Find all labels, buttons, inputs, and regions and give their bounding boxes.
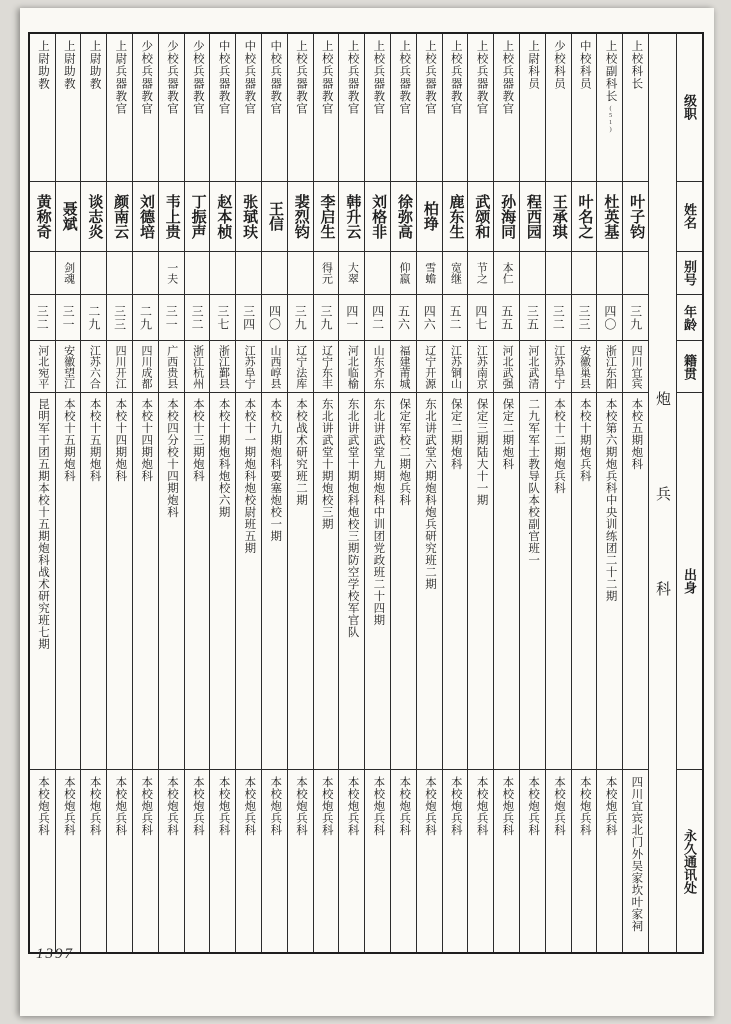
age-cell: 四〇 [597, 295, 622, 341]
age-cell: 三二 [185, 295, 210, 341]
contact-cell: 本校炮兵科 [62, 776, 75, 837]
age-cell: 三九 [623, 295, 648, 341]
alias-cell: 得元 [314, 252, 339, 296]
alias-cell [210, 252, 235, 296]
alias-cell [546, 252, 571, 296]
person-column [519, 34, 545, 952]
name-cell: 谈志炎 [81, 182, 106, 252]
rank-cell: 上校科长 [623, 34, 648, 182]
background-cell: 本校十一期炮科炮校尉班五期 [236, 393, 261, 770]
contact-cell: 本校炮兵科 [527, 776, 540, 837]
age-cell: 二九 [133, 295, 158, 341]
person-column [338, 34, 364, 952]
background-cell: 本校十二期炮兵科 [546, 393, 571, 770]
rank-cell: 上尉科员 [520, 34, 545, 182]
person-column [390, 34, 416, 952]
background-cell: 本校十五期炮科 [56, 393, 81, 770]
person-column [416, 34, 442, 952]
contact-cell: 本校炮兵科 [449, 776, 462, 837]
origin-cell: 河北临榆 [339, 341, 364, 393]
background-cell: 本校十三期炮科 [185, 393, 210, 770]
age-cell: 五六 [391, 295, 416, 341]
header-column [676, 34, 702, 952]
person-column [622, 34, 648, 952]
age-cell: 三一 [56, 295, 81, 341]
background-cell: 东北讲武堂十期炮科炮校三期防空学校军官队 [339, 393, 364, 770]
alias-cell [81, 252, 106, 296]
person-column [235, 34, 261, 952]
alias-cell [107, 252, 132, 296]
alias-cell: 雪蟾 [417, 252, 442, 296]
name-cell: 孙海同 [494, 182, 519, 252]
alias-cell: 剑魂 [56, 252, 81, 296]
origin-cell: 辽宁东丰 [314, 341, 339, 393]
rank-footnote: (51) [607, 104, 615, 133]
alias-cell [572, 252, 597, 296]
header-alias: 别号 [677, 252, 702, 296]
header-contact: 永久通讯处 [682, 828, 697, 894]
age-cell: 二九 [81, 295, 106, 341]
person-column [313, 34, 339, 952]
origin-cell: 安徽望江 [56, 341, 81, 393]
name-cell: 赵本桢 [210, 182, 235, 252]
person-column [596, 34, 622, 952]
rank-cell: 少校兵器教官 [159, 34, 184, 182]
name-cell: 王承琪 [546, 182, 571, 252]
origin-cell: 山西崞县 [262, 341, 287, 393]
rank-cell: 中校科员 [572, 34, 597, 182]
rank-cell: 上校兵器教官 [288, 34, 313, 182]
alias-cell [365, 252, 390, 296]
header-background: 出身 [677, 393, 702, 770]
rank-cell: 上校兵器教官 [443, 34, 468, 182]
age-cell: 三九 [314, 295, 339, 341]
rank-cell: 中校兵器教官 [262, 34, 287, 182]
contact-cell: 四川宜宾北门外吴家坎叶家祠 [630, 776, 643, 933]
contact-cell: 本校炮兵科 [37, 776, 50, 837]
alias-cell [236, 252, 261, 296]
background-cell: 东北讲武堂九期炮科中训团党政班二十四期 [365, 393, 390, 770]
page-number: 1397 [36, 946, 74, 962]
age-cell: 三九 [288, 295, 313, 341]
alias-cell: 大翠 [339, 252, 364, 296]
age-cell: 四一 [339, 295, 364, 341]
contact-cell: 本校炮兵科 [320, 776, 333, 837]
name-cell: 聂斌 [56, 182, 81, 252]
name-cell: 韩升云 [339, 182, 364, 252]
rank-cell: 少校科员 [546, 34, 571, 182]
person-column [106, 34, 132, 952]
age-cell: 三一 [159, 295, 184, 341]
age-cell: 五五 [494, 295, 519, 341]
rank-cell: 上校兵器教官 [391, 34, 416, 182]
origin-cell: 江苏六合 [81, 341, 106, 393]
background-cell: 二九军军士教导队本校副官班一 [520, 393, 545, 770]
rank-cell: 上尉兵器教官 [107, 34, 132, 182]
alias-cell [520, 252, 545, 296]
name-cell: 杜英基 [597, 182, 622, 252]
name-cell: 黄称奇 [30, 182, 55, 252]
contact-cell: 本校炮兵科 [243, 776, 256, 837]
contact-cell: 本校炮兵科 [295, 776, 307, 837]
rank-cell: 上校副科长 (51) [597, 34, 622, 182]
background-cell: 昆明军干团五期本校十五期炮科战术研究班七期 [30, 393, 55, 770]
name-cell: 武颂和 [468, 182, 493, 252]
background-cell: 本校四分校十四期炮科 [159, 393, 184, 770]
background-cell: 保定军校二期炮兵科 [391, 393, 416, 770]
alias-cell [262, 252, 287, 296]
age-cell: 三二 [30, 295, 55, 341]
name-cell: 刘德培 [133, 182, 158, 252]
person-column [493, 34, 519, 952]
origin-cell: 辽宁法库 [288, 341, 313, 393]
origin-cell: 广西贵县 [159, 341, 184, 393]
person-column [364, 34, 390, 952]
name-cell: 李启生 [314, 182, 339, 252]
person-column [80, 34, 106, 952]
header-age: 年龄 [677, 295, 702, 341]
person-column [55, 34, 81, 952]
alias-cell: 一夫 [159, 252, 184, 296]
name-cell: 叶名之 [572, 182, 597, 252]
background-cell: 保定二期炮科 [443, 393, 468, 770]
background-cell: 本校十四期炮科 [133, 393, 158, 770]
origin-cell: 浙江鄞县 [210, 341, 235, 393]
header-origin: 籍贯 [677, 341, 702, 393]
header-rank: 级职 [677, 34, 702, 182]
origin-cell: 浙江杭州 [185, 341, 210, 393]
contact-cell: 本校炮兵科 [269, 776, 282, 837]
name-cell: 王信 [262, 182, 287, 252]
name-cell: 程西园 [520, 182, 545, 252]
background-cell: 本校第六期炮兵科中央训练团二十二期 [597, 393, 622, 770]
origin-cell: 河北武清 [520, 341, 545, 393]
person-column [158, 34, 184, 952]
rank-cell: 少校兵器教官 [133, 34, 158, 182]
background-cell: 东北讲武堂十期炮校三期 [314, 393, 339, 770]
name-cell: 韦上贵 [159, 182, 184, 252]
age-cell: 三五 [520, 295, 545, 341]
rank-cell: 上尉助教 [81, 34, 106, 182]
contact-cell: 本校炮兵科 [346, 776, 359, 837]
section-char: 科 [654, 580, 670, 596]
origin-cell: 四川宜宾 [623, 341, 648, 393]
rank-cell: 上校兵器教官 [339, 34, 364, 182]
scanned-page [20, 8, 714, 1016]
contact-cell: 本校炮兵科 [166, 776, 179, 837]
background-cell: 保定二期炮科 [494, 393, 519, 770]
rank-cell: 上尉助教 [56, 34, 81, 182]
rank-cell: 中校兵器教官 [236, 34, 261, 182]
background-cell: 本校十五期炮科 [81, 393, 106, 770]
origin-cell: 河北武强 [494, 341, 519, 393]
contact-cell: 本校炮兵科 [217, 776, 230, 837]
age-cell: 三三 [572, 295, 597, 341]
rank-cell: 中校兵器教官 [210, 34, 235, 182]
person-column [261, 34, 287, 952]
rank-cell: 上校兵器教官 [314, 34, 339, 182]
contact-cell: 本校炮兵科 [501, 776, 514, 837]
origin-cell: 福建莆城 [391, 341, 416, 393]
origin-cell: 四川成都 [133, 341, 158, 393]
background-cell: 本校九期炮科要塞炮校一期 [262, 393, 287, 770]
name-cell: 徐弥高 [391, 182, 416, 252]
person-column [184, 34, 210, 952]
contact-cell: 本校炮兵科 [604, 776, 617, 837]
alias-cell [597, 252, 622, 296]
alias-cell [288, 252, 313, 296]
origin-cell: 江苏阜宁 [546, 341, 571, 393]
contact-cell: 本校炮兵科 [475, 776, 488, 837]
alias-cell [30, 252, 55, 296]
background-cell: 东北讲武堂六期炮科炮兵研究班二期 [417, 393, 442, 770]
rank-cell: 上尉助教 [30, 34, 55, 182]
origin-cell: 浙江东阳 [597, 341, 622, 393]
age-cell: 四二 [365, 295, 390, 341]
background-cell: 本校十期炮科炮校六期 [210, 393, 235, 770]
person-column [571, 34, 597, 952]
name-cell: 裴烈钧 [288, 182, 313, 252]
rank-cell: 上校兵器教官 [494, 34, 519, 182]
origin-cell: 江苏铜山 [443, 341, 468, 393]
origin-cell: 山东齐东 [365, 341, 390, 393]
contact-cell: 本校炮兵科 [372, 776, 385, 837]
rank-cell: 上校兵器教官 [365, 34, 390, 182]
origin-cell: 江苏南京 [468, 341, 493, 393]
name-cell: 丁振声 [185, 182, 210, 252]
alias-cell: 仰嬴 [391, 252, 416, 296]
section-char: 兵 [654, 485, 670, 501]
contact-cell: 本校炮兵科 [423, 776, 436, 837]
alias-cell [185, 252, 210, 296]
origin-cell: 河北宛平 [30, 341, 55, 393]
rank-cell: 上校兵器教官 [417, 34, 442, 182]
section-char: 炮 [654, 390, 670, 406]
alias-cell: 本仁 [494, 252, 519, 296]
age-cell: 三三 [107, 295, 132, 341]
origin-cell: 四川开江 [107, 341, 132, 393]
age-cell: 三七 [210, 295, 235, 341]
contact-cell: 本校炮兵科 [191, 776, 204, 837]
person-column [442, 34, 468, 952]
age-cell: 五二 [443, 295, 468, 341]
alias-cell [623, 252, 648, 296]
section-column-artillery [648, 34, 676, 952]
person-column [30, 34, 55, 952]
origin-cell: 安徽巢县 [572, 341, 597, 393]
origin-cell: 辽宁开源 [417, 341, 442, 393]
alias-cell: 节之 [468, 252, 493, 296]
background-cell: 本校战术研究班二期 [288, 393, 313, 770]
background-cell: 本校五期炮科 [623, 393, 648, 770]
contact-cell: 本校炮兵科 [398, 776, 411, 837]
alias-cell: 宽继 [443, 252, 468, 296]
age-cell: 三二 [546, 295, 571, 341]
person-column [132, 34, 158, 952]
person-column [545, 34, 571, 952]
person-column [287, 34, 313, 952]
person-column [467, 34, 493, 952]
contact-cell: 本校炮兵科 [552, 776, 565, 837]
name-cell: 柏琤 [417, 182, 442, 252]
personnel-table [28, 32, 704, 954]
name-cell: 颜南云 [107, 182, 132, 252]
rank-cell: 上校兵器教官 [468, 34, 493, 182]
name-cell: 鹿东生 [443, 182, 468, 252]
origin-cell: 江苏阜宁 [236, 341, 261, 393]
header-name: 姓名 [677, 182, 702, 252]
person-column [209, 34, 235, 952]
name-cell: 刘格非 [365, 182, 390, 252]
contact-cell: 本校炮兵科 [140, 776, 153, 837]
age-cell: 四六 [417, 295, 442, 341]
age-cell: 四七 [468, 295, 493, 341]
background-cell: 本校十四期炮科 [107, 393, 132, 770]
name-cell: 张珷玞 [236, 182, 261, 252]
contact-cell: 本校炮兵科 [88, 776, 101, 837]
alias-cell [133, 252, 158, 296]
age-cell: 三四 [236, 295, 261, 341]
age-cell: 四〇 [262, 295, 287, 341]
background-cell: 本校十期炮兵科 [572, 393, 597, 770]
contact-cell: 本校炮兵科 [578, 776, 591, 837]
name-cell: 叶子钧 [623, 182, 648, 252]
background-cell: 保定三期陆大十一期 [468, 393, 493, 770]
contact-cell: 本校炮兵科 [114, 776, 127, 837]
rank-cell: 少校兵器教官 [185, 34, 210, 182]
